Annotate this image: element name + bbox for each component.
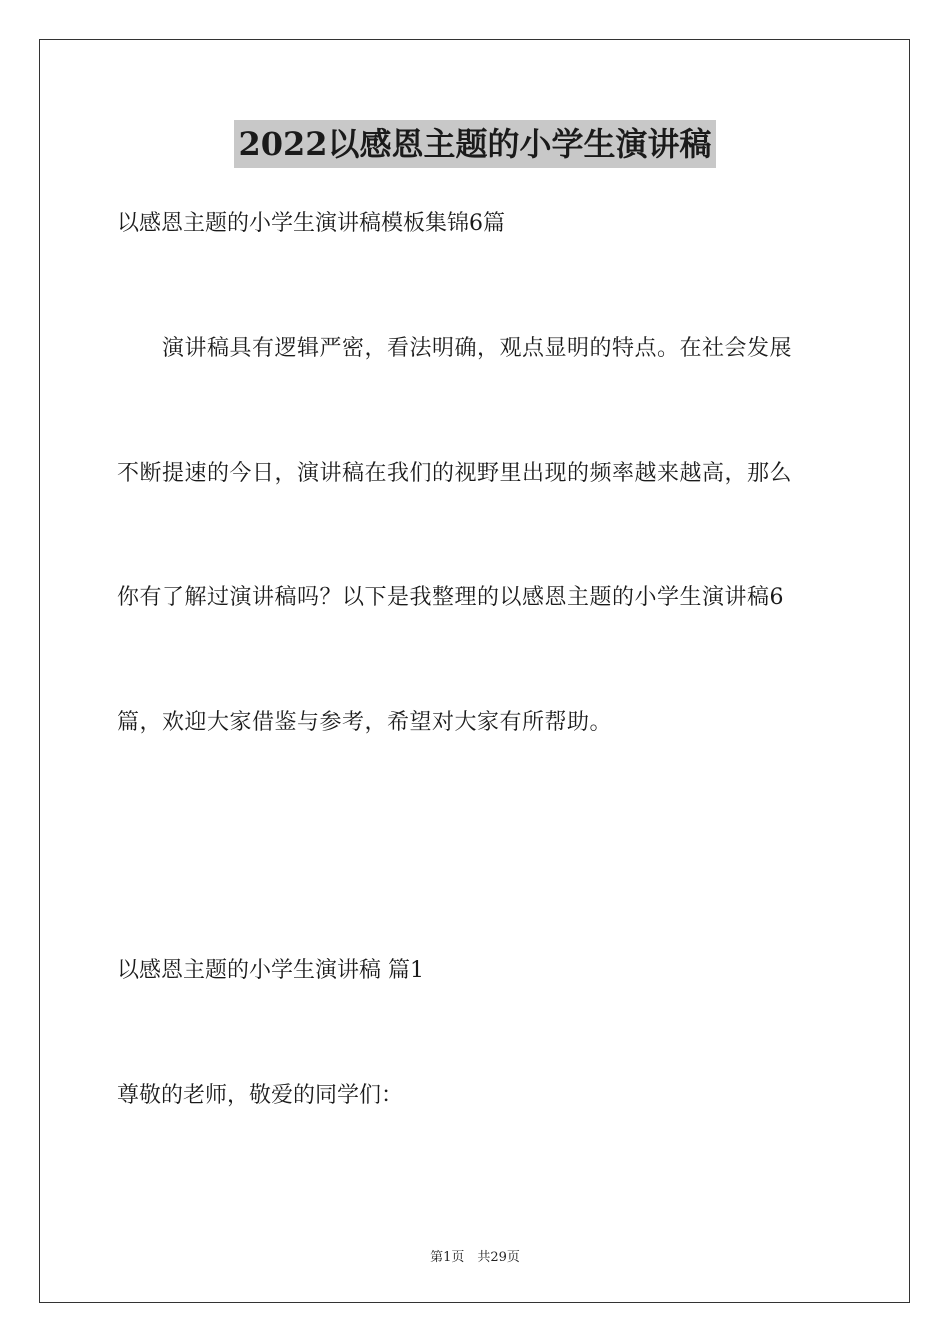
document-subtitle: 以感恩主题的小学生演讲稿模板集锦6篇 [117, 211, 505, 236]
page-footer: 第1页 共29页 [430, 1250, 520, 1265]
section-heading: 以感恩主题的小学生演讲稿 篇1 [117, 958, 424, 983]
paragraph-line-3: 你有了解过演讲稿吗？以下是我整理的以感恩主题的小学生演讲稿6 [117, 585, 784, 610]
salutation: 尊敬的老师，敬爱的同学们： [117, 1083, 404, 1108]
paragraph-line-1: 演讲稿具有逻辑严密，看法明确，观点显明的特点。在社会发展 [117, 336, 793, 361]
title-container [0, 120, 950, 168]
document-title: 2022以感恩主题的小学生演讲稿 [234, 120, 715, 168]
paragraph-line-4: 篇，欢迎大家借鉴与参考，希望对大家有所帮助。 [117, 710, 613, 735]
paragraph-line-2: 不断提速的今日，演讲稿在我们的视野里出现的频率越来越高，那么 [117, 461, 793, 486]
